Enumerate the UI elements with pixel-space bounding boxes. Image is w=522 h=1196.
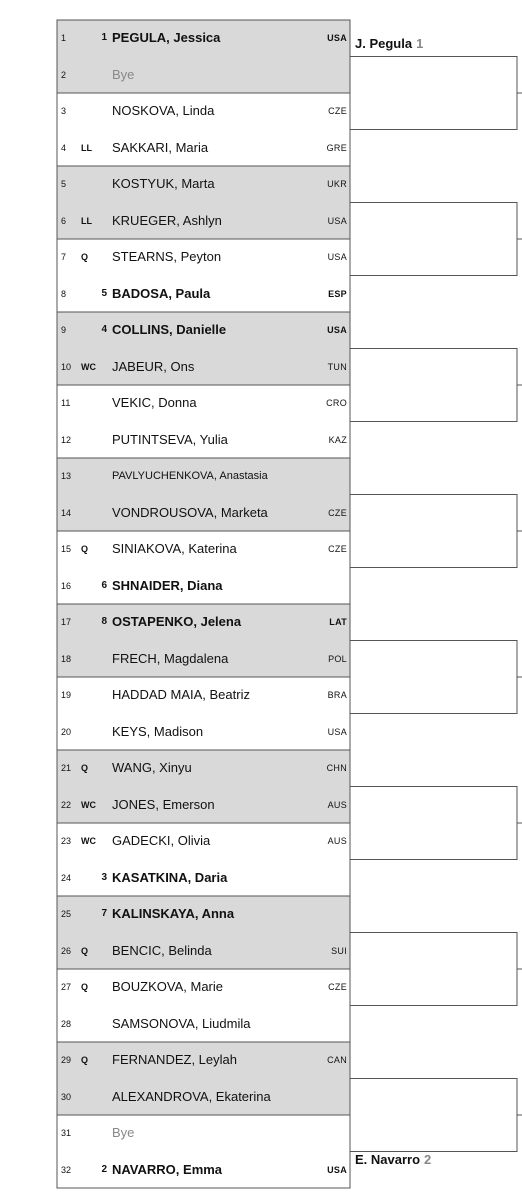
nationality: CZE <box>328 982 347 992</box>
nationality: USA <box>327 215 347 226</box>
nationality: ESP <box>328 288 347 299</box>
draw-position: 11 <box>61 398 71 408</box>
player-name: STEARNS, Peyton <box>112 249 222 264</box>
draw-position: 2 <box>61 69 67 80</box>
player-name: OSTAPENKO, Jelena <box>112 614 242 629</box>
draw-position: 4 <box>61 142 67 153</box>
draw-row <box>57 166 350 202</box>
entry-status: LL <box>81 142 92 153</box>
draw-position: 19 <box>61 690 72 700</box>
player-name: KALINSKAYA, Anna <box>112 906 235 921</box>
player-name: SINIAKOVA, Katerina <box>112 541 237 556</box>
draw-position: 25 <box>61 909 72 919</box>
round2-bracket <box>350 495 517 568</box>
seed-number: 5 <box>101 287 107 299</box>
draw-row <box>57 1152 350 1188</box>
player-name: KRUEGER, Ashlyn <box>112 212 222 228</box>
player-name: SHNAIDER, Diana <box>112 577 223 593</box>
player-name: BADOSA, Paula <box>112 285 211 301</box>
draw-row <box>57 422 350 458</box>
player-name: BOUZKOVA, Marie <box>112 979 224 994</box>
draw-row <box>57 1079 350 1115</box>
entry-status: Q <box>81 945 89 956</box>
nationality: AUS <box>327 836 347 846</box>
entry-status: WC <box>81 361 96 372</box>
player-name: PUTINTSEVA, Yulia <box>112 431 228 447</box>
nationality: TUN <box>327 361 347 372</box>
draw-position: 30 <box>61 1091 72 1102</box>
player-name: PAVLYUCHENKOVA, Anastasia <box>112 470 268 482</box>
draw-position: 7 <box>61 252 67 262</box>
draw-position: 16 <box>61 580 72 591</box>
draw-row <box>57 20 350 56</box>
draw-row <box>57 203 350 239</box>
nationality: USA <box>327 252 347 262</box>
player-name: WANG, Xinyu <box>112 760 192 775</box>
draw-row <box>57 458 350 494</box>
round2-bracket <box>350 203 517 276</box>
draw-position: 26 <box>61 945 72 956</box>
draw-position: 31 <box>61 1128 72 1138</box>
nationality: CHN <box>326 763 347 773</box>
draw-row <box>57 349 350 385</box>
round2-bracket <box>350 1079 517 1152</box>
round2-seed: 1 <box>416 36 424 52</box>
draw-position: 5 <box>61 179 67 189</box>
round2-player <box>355 1152 431 1167</box>
draw-position: 6 <box>61 215 67 226</box>
nationality: USA <box>327 726 347 737</box>
draw-row <box>57 57 350 93</box>
player-name: GADECKI, Olivia <box>112 833 211 848</box>
entry-status: Q <box>81 763 89 773</box>
draw-position: 10 <box>61 361 72 372</box>
draw-row <box>57 860 350 896</box>
draw-row <box>57 969 350 1005</box>
player-name: KEYS, Madison <box>112 723 204 739</box>
nationality: CZE <box>328 544 347 554</box>
draw-row <box>57 896 350 932</box>
player-name: COLLINS, Danielle <box>112 322 227 337</box>
entry-status: Q <box>81 544 89 554</box>
round2-bracket <box>350 933 517 1006</box>
entry-status: LL <box>81 215 92 226</box>
entry-status: Q <box>81 252 89 262</box>
draw-position: 15 <box>61 544 72 554</box>
nationality: LAT <box>329 617 347 627</box>
player-name: KASATKINA, Daria <box>112 869 228 885</box>
round2-player-name: E. Navarro <box>355 1152 421 1167</box>
draw-position: 1 <box>61 33 67 43</box>
player-name: JABEUR, Ons <box>112 358 195 374</box>
draw-row <box>57 93 350 129</box>
seed-number: 7 <box>101 908 107 919</box>
draw-row <box>57 312 350 348</box>
nationality: CAN <box>327 1055 347 1065</box>
player-name: Bye <box>112 1125 135 1140</box>
draw-position: 21 <box>61 763 72 773</box>
draw-position: 24 <box>61 872 72 883</box>
entry-status: Q <box>81 982 89 992</box>
draw-row <box>57 239 350 275</box>
nationality: CRO <box>326 398 347 408</box>
draw-position: 13 <box>61 471 72 481</box>
player-name: FERNANDEZ, Leylah <box>112 1052 237 1067</box>
nationality: SUI <box>331 945 347 956</box>
player-name: BENCIC, Belinda <box>112 942 212 958</box>
player-name: NAVARRO, Emma <box>112 1161 223 1177</box>
nationality: CZE <box>328 507 347 518</box>
draw-row <box>57 495 350 531</box>
nationality: USA <box>327 1164 347 1175</box>
round2-bracket <box>350 641 517 714</box>
player-name: HADDAD MAIA, Beatriz <box>112 687 250 702</box>
seed-number: 6 <box>101 579 107 591</box>
seed-number: 2 <box>101 1163 107 1175</box>
draw-row <box>57 1006 350 1042</box>
draw-row <box>57 604 350 640</box>
draw-position: 32 <box>61 1164 72 1175</box>
nationality: POL <box>328 653 347 664</box>
draw-position: 29 <box>61 1055 72 1065</box>
player-name: PEGULA, Jessica <box>112 30 221 45</box>
draw-position: 3 <box>61 106 67 116</box>
draw-position: 28 <box>61 1018 72 1029</box>
draw-row <box>57 641 350 677</box>
draw-row <box>57 677 350 713</box>
entry-status: Q <box>81 1055 89 1065</box>
entry-status: WC <box>81 836 96 846</box>
seed-number: 4 <box>101 324 107 335</box>
draw-row <box>57 1042 350 1078</box>
draw-row <box>57 531 350 567</box>
draw-row <box>57 933 350 969</box>
seed-number: 8 <box>101 616 107 627</box>
draw-row <box>57 568 350 604</box>
draw-row <box>57 787 350 823</box>
seed-number: 3 <box>101 871 107 883</box>
draw-position: 27 <box>61 982 72 992</box>
draw-row <box>57 823 350 859</box>
player-name: VEKIC, Donna <box>112 395 197 410</box>
draw-position: 12 <box>61 434 72 445</box>
player-name: Bye <box>112 66 135 82</box>
draw-row <box>57 1115 350 1151</box>
draw-position: 9 <box>61 325 67 335</box>
draw-position: 23 <box>61 836 72 846</box>
player-name: ALEXANDROVA, Ekaterina <box>112 1088 271 1104</box>
draw-row <box>57 750 350 786</box>
nationality: AUS <box>327 799 347 810</box>
draw-row <box>57 130 350 166</box>
player-name: FRECH, Magdalena <box>112 650 229 666</box>
draw-position: 20 <box>61 726 72 737</box>
draw-position: 8 <box>61 288 67 299</box>
round2-player <box>355 36 423 51</box>
draw-position: 22 <box>61 799 72 810</box>
round2-bracket <box>350 787 517 860</box>
round2-bracket <box>350 57 517 130</box>
draw-position: 17 <box>61 617 72 627</box>
draw-row <box>57 385 350 421</box>
player-name: SAKKARI, Maria <box>112 139 209 155</box>
nationality: USA <box>327 325 347 335</box>
player-name: NOSKOVA, Linda <box>112 103 215 118</box>
player-name: JONES, Emerson <box>112 796 215 812</box>
draw-position: 18 <box>61 653 72 664</box>
draw-row <box>57 714 350 750</box>
entry-status: WC <box>81 799 96 810</box>
player-name: SAMSONOVA, Liudmila <box>112 1015 251 1031</box>
nationality: UKR <box>327 179 347 189</box>
nationality: CZE <box>328 106 347 116</box>
player-name: KOSTYUK, Marta <box>112 176 215 191</box>
round2-seed: 2 <box>424 1152 432 1167</box>
nationality: BRA <box>327 690 347 700</box>
round2-bracket <box>350 349 517 422</box>
nationality: GRE <box>326 142 347 153</box>
draw-row <box>57 276 350 312</box>
nationality: USA <box>327 33 347 43</box>
draw-position: 14 <box>61 507 72 518</box>
nationality: KAZ <box>328 434 347 445</box>
seed-number: 1 <box>101 32 107 43</box>
round2-player-name: J. Pegula <box>355 36 413 52</box>
player-name: VONDROUSOVA, Marketa <box>112 504 268 520</box>
